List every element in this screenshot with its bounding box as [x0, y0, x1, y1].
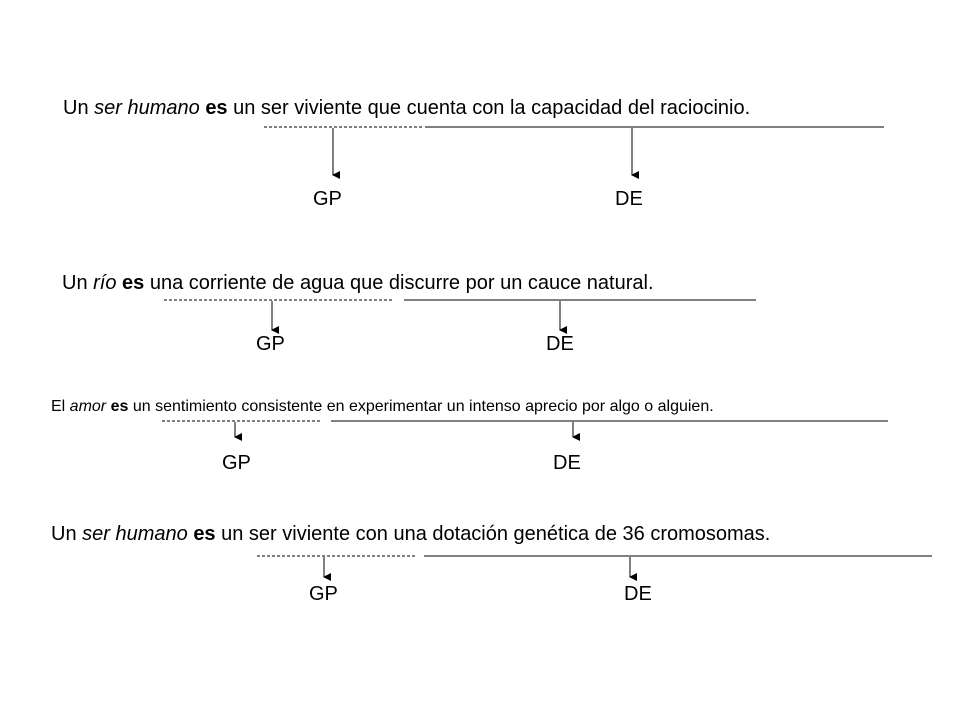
differentia-text: en experimentar un intenso aprecio por algo o alguien. [326, 398, 714, 415]
sentence-intro: Un [51, 523, 83, 545]
gp-label: GP [313, 188, 342, 210]
copula: es [205, 97, 228, 119]
genus-proximum-text: un sentimiento consistente [132, 398, 323, 415]
defined-term: ser humano [82, 523, 188, 545]
differentia-text: con una dotación genética de 36 cromosomas. [355, 523, 771, 545]
gp-label: GP [309, 583, 338, 605]
definition-sentence [51, 399, 714, 415]
copula: es [122, 272, 145, 294]
genus-proximum-text: una corriente de agua [149, 272, 345, 294]
copula: es [193, 523, 216, 545]
differentia-text: que discurre por un cauce natural. [350, 272, 654, 294]
gp-label: GP [222, 452, 251, 474]
sentence-intro: Un [63, 97, 95, 119]
genus-proximum-text: un ser viviente [233, 97, 363, 119]
definition-sentence [62, 273, 654, 293]
sentence-intro: El [51, 398, 70, 415]
genus-proximum-text: un ser viviente [221, 523, 351, 545]
copula: es [110, 398, 129, 415]
sentence-intro: Un [62, 272, 94, 294]
differentia-text: que cuenta con la capacidad del raciocinio. [367, 97, 751, 119]
de-label: DE [546, 333, 574, 355]
de-label: DE [553, 452, 581, 474]
defined-term: ser humano [94, 97, 200, 119]
definition-sentence [51, 524, 770, 544]
defined-term: río [93, 272, 117, 294]
de-label: DE [615, 188, 643, 210]
definition-sentence [63, 98, 750, 118]
defined-term: amor [69, 398, 107, 415]
de-label: DE [624, 583, 652, 605]
gp-label: GP [256, 333, 285, 355]
